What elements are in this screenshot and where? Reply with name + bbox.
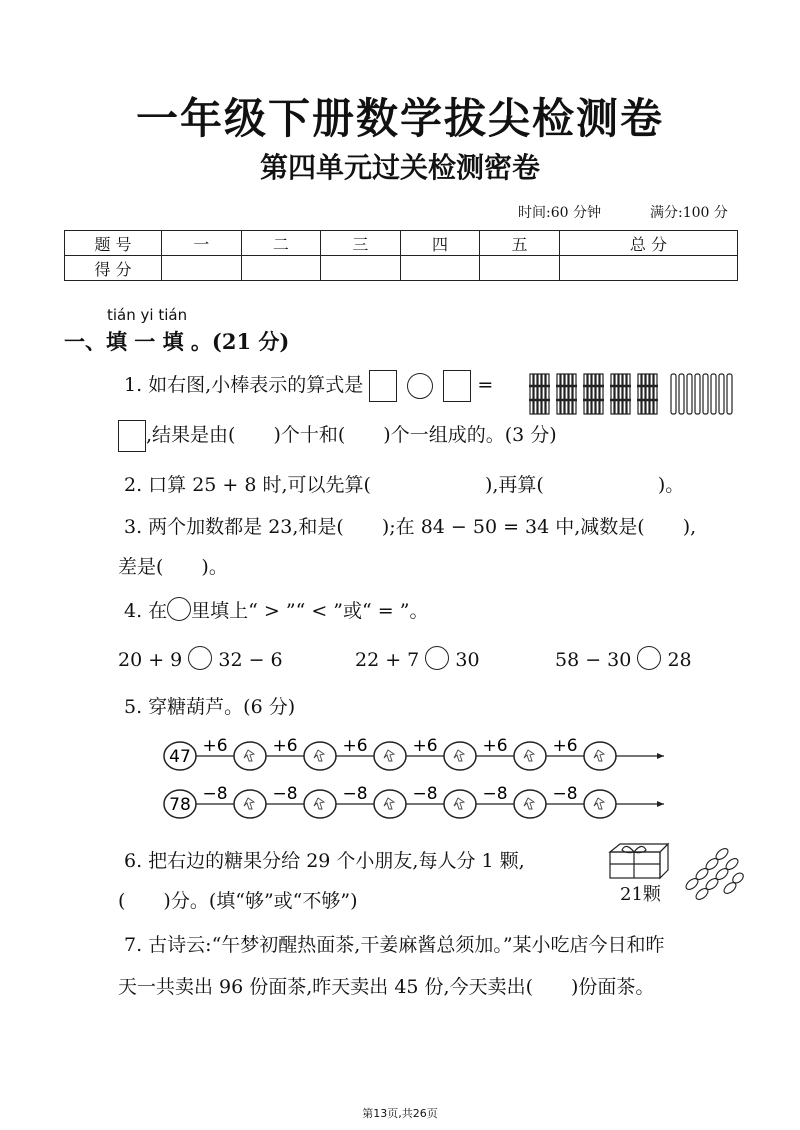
gift-box-icon [610,844,668,878]
section-title: 一、填 一 填 。(21 分) [64,329,290,354]
score-cell-label: 题 号 [65,231,162,256]
chain-start-value: 47 [169,747,191,767]
q1-prefix: 1. 如右图,小棒表示的算式是 [124,374,364,396]
answer-box[interactable] [443,370,471,402]
chain-operation-label: +6 [342,736,368,756]
q7-line1: 7. 古诗云:“午梦初醒热面茶,干姜麻酱总须加。”某小吃店今日和昨 [124,934,665,956]
bundle [556,374,577,414]
q4-item-1 [118,646,283,671]
stick-bundles [529,374,658,414]
compare-circle[interactable] [637,646,661,670]
sticks-illustration [528,370,738,418]
q7-line2: 天一共卖出 96 份面茶,昨天卖出 45 份,今天卖出( )份面茶。 [118,976,655,998]
score-cell-5: 五 [480,231,560,256]
time-limit: 时间:60 分钟 [518,205,601,221]
score-cell-1: 一 [162,231,242,256]
score-row-label: 得 分 [65,256,162,281]
chain-operation-label: +6 [412,736,438,756]
page-subtitle: 第四单元过关检测密卷 [259,151,540,184]
q4-item-left: 22 + 7 [355,649,420,671]
chain-operation-label: −8 [342,784,368,804]
chain-operation-label: −8 [552,784,578,804]
chain-start-value: 78 [169,795,191,815]
q4-suffix: 里填上“ > ”“ < ”或“ = ”。 [191,600,429,622]
chain-arrowhead [657,753,664,759]
q4-item-2 [355,646,480,671]
q1-line1 [124,370,493,402]
score-cell-2: 二 [241,231,321,256]
chain-operation-label: +6 [482,736,508,756]
chain-operation-label: +6 [272,736,298,756]
score-cell-4: 四 [400,231,480,256]
bundle [637,374,658,414]
bundle [610,374,631,414]
full-score: 满分:100 分 [650,205,728,221]
q4-item-left: 58 − 30 [555,649,632,671]
q1-equals: = [477,374,494,396]
score-input-4[interactable] [400,256,480,281]
chain-operation-label: +6 [552,736,578,756]
section-pinyin: tián yi tián [107,306,188,324]
q2-text: 2. 口算 25 + 8 时,可以先算( ),再算( )。 [124,474,685,496]
candy-count-label: 21颗 [620,884,661,905]
answer-box[interactable] [369,370,397,402]
q4-instruction [124,596,428,623]
q4-item-3 [555,646,692,671]
score-table [64,230,738,281]
score-input-5[interactable] [480,256,560,281]
q5-title: 5. 穿糖葫芦。(6 分) [124,696,296,718]
score-table-score-row [65,256,738,281]
chain-operation-label: −8 [272,784,298,804]
q4-prefix: 4. 在 [124,600,168,622]
score-input-total[interactable] [559,256,737,281]
compare-circle-sample [167,597,191,621]
compare-circle[interactable] [425,646,449,670]
operator-circle[interactable] [407,373,433,399]
chain-operation-label: −8 [202,784,228,804]
q3-line1: 3. 两个加数都是 23,和是( );在 84 − 50 = 34 中,减数是( ), [124,516,697,538]
score-input-2[interactable] [241,256,321,281]
score-cell-3: 三 [321,231,401,256]
page-title: 一年级下册数学拔尖检测卷 [135,94,664,143]
chain-operation-label: +6 [202,736,228,756]
score-cell-total: 总 分 [559,231,737,256]
q1-line2 [118,420,557,452]
page-footer: 第13页,共26页 [362,1107,438,1120]
q6-line2: ( )分。(填“够”或“不够”) [118,890,358,912]
chain-operation-label: −8 [412,784,438,804]
q3-line2: 差是( )。 [118,556,228,578]
q4-item-left: 20 + 9 [118,649,183,671]
bundle [583,374,604,414]
bundle [529,374,550,414]
q6-line1: 6. 把右边的糖果分给 29 个小朋友,每人分 1 颗, [124,850,525,872]
q4-item-right: 32 − 6 [218,649,283,671]
candy-icon [684,846,745,901]
single-sticks [671,374,732,414]
tanghulu-chains [160,730,680,830]
score-input-3[interactable] [321,256,401,281]
q4-item-right: 28 [667,649,692,671]
compare-circle[interactable] [188,646,212,670]
score-table-header-row [65,231,738,256]
answer-box[interactable] [118,420,146,452]
q1-line2-text: ,结果是由( )个十和( )个一组成的。(3 分) [146,424,557,446]
q4-item-right: 30 [455,649,480,671]
score-input-1[interactable] [162,256,242,281]
chain-operation-label: −8 [482,784,508,804]
chain-arrowhead [657,801,664,807]
